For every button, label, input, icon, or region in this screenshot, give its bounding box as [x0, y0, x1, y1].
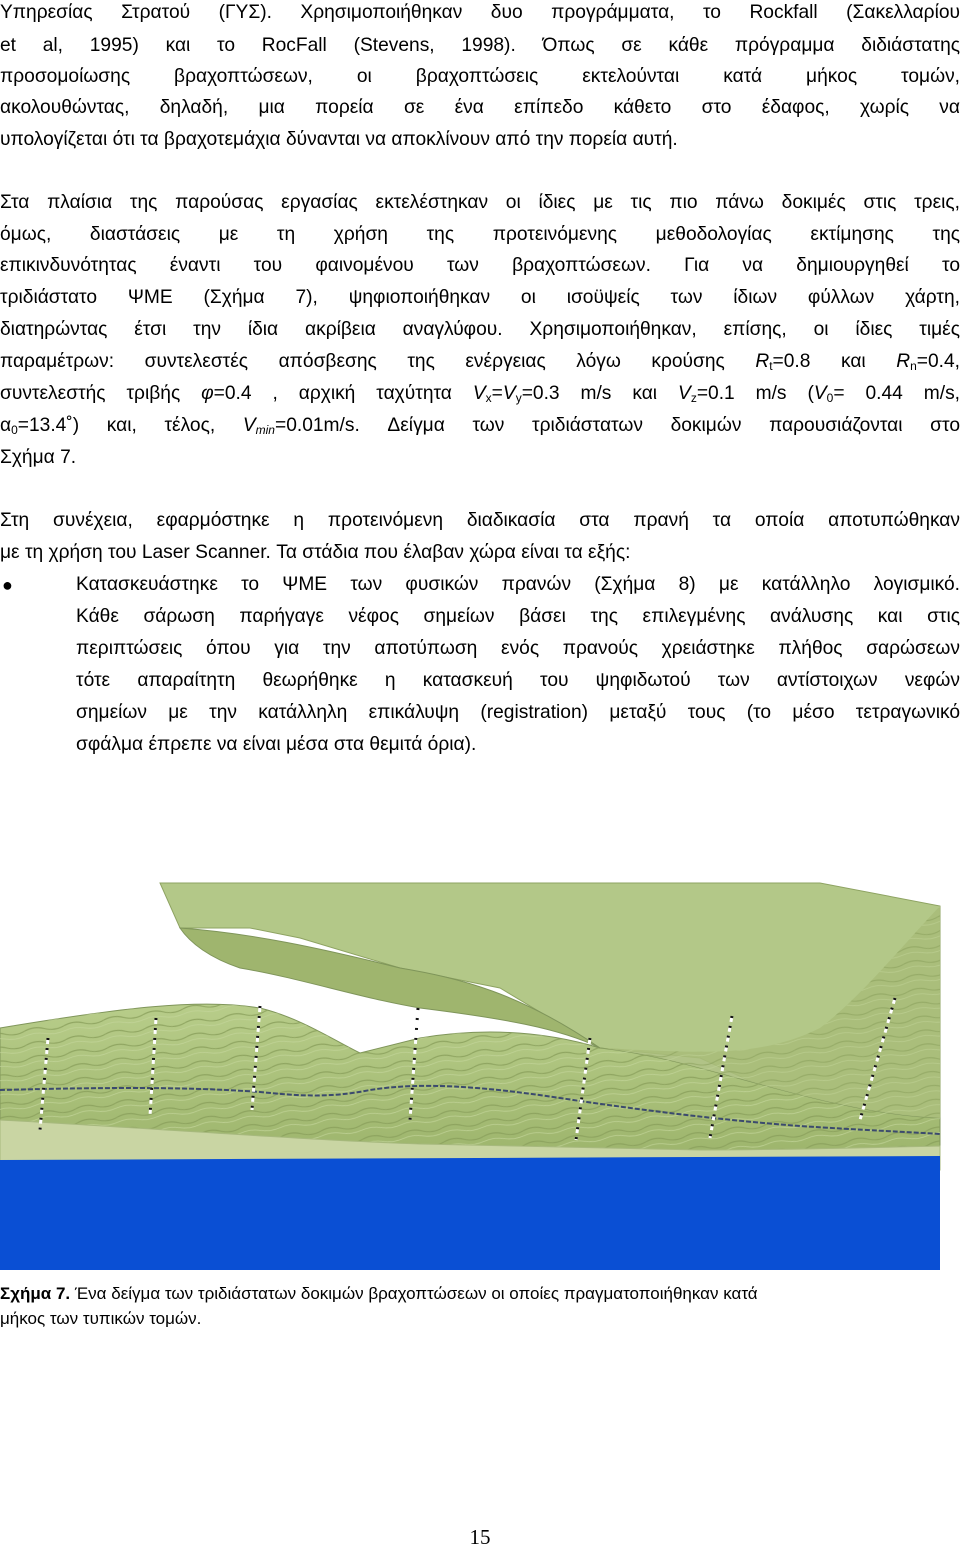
- text-line: τότε απαραίτητη θεωρήθηκε η κατασκευή του ψηφιδωτού των αντίστοιχων νεφών: [76, 670, 960, 691]
- text-line: με τη χρήση του Laser Scanner. Τα στάδια που έλαβαν χώρα είναι τα εξής:: [0, 542, 631, 563]
- text-line: επικινδυνότητας έναντι του φαινομένου των βραχοπτώσεων. Για να δημιουργηθεί το: [0, 255, 960, 276]
- text-line: διατηρώντας έτσι την ίδια ακρίβεια αναγλύφου. Χρησιμοποιήθηκαν, επίσης, οι ίδιες τιμές: [0, 319, 960, 340]
- figure-caption: Σχήμα 7. Ένα δείγμα των τριδιάστατων δοκιμών βραχοπτώσεων οι οποίες πραγματοποιήθηκαν κατά: [0, 1284, 758, 1303]
- text-line: ακολουθώντας, δηλαδή, μια πορεία σε ένα επίπεδο κάθετο στο έδαφος, χωρίς να: [0, 97, 960, 118]
- page-number: 15: [469, 1525, 491, 1549]
- text-line: σημείων με την κατάλληλη επικάλυψη (registration) μεταξύ τους (το μέσο τετραγωνικό: [76, 702, 960, 723]
- text-line: Στη συνέχεια, εφαρμόστηκε η προτεινόμενη διαδικασία στα πρανή τα οποία αποτυπώθηκαν: [0, 510, 960, 531]
- bullet-marker: ●: [2, 575, 13, 595]
- text-line: υπολογίζεται ότι τα βραχοτεμάχια δύνανται να αποκλίνουν από την πορεία αυτή.: [0, 129, 678, 150]
- terrain-3d-figure: [0, 858, 960, 1270]
- text-line: περιπτώσεις όπου για την αποτύπωση ενός πρανούς χρειάστηκε πλήθος σαρώσεων: [76, 638, 960, 659]
- text-line: τριδιάστατο ΨΜΕ (Σχήμα 7), ψηφιοποιήθηκαν οι ισοϋψείς των ίδιων φύλλων χάρτη,: [0, 287, 960, 308]
- text-line: Σχήμα 7.: [0, 447, 77, 468]
- text-line: Κατασκευάστηκε το ΨΜΕ των φυσικών πρανών (Σχήμα 8) με κατάλληλο λογισμικό.: [76, 574, 960, 595]
- text-line: παραμέτρων: συντελεστές απόσβεσης της ενέργειας λόγω κρούσης $R_t=0.8$ και $R_n=0.4$,: [0, 351, 960, 373]
- text-line: προσομοίωσης βραχοπτώσεων, οι βραχοπτώσεις εκτελούνται κατά μήκος τομών,: [0, 66, 960, 87]
- text-line: συντελεστής τριβής φ=0.4 , αρχική ταχύτητα $V_x=V_y=0.3$ m/s και $V_z=0.1$ m/s ($V_0= 0.44$ m/s,: [0, 383, 960, 405]
- text-line: σφάλμα έπρεπε να είναι μέσα στα θεμιτά όρια).: [76, 734, 477, 755]
- text-line: $\alpha_0=13.4˚$) και, τέλος, $V_{min}=0.01m/s$. Δείγμα των τριδιάστατων δοκιμών παρουσιάζονται στο: [0, 415, 960, 437]
- text-line: et al, 1995) και το RocFall (Stevens, 1998). Όπως σε κάθε πρόγραμμα διδιάστατης: [0, 35, 960, 56]
- caption-label: Σχήμα 7.: [0, 1284, 71, 1303]
- text-line: Υπηρεσίας Στρατού (ΓΥΣ). Χρησιμοποιήθηκαν δυο προγράμματα, το Rockfall (Σακελλαρίου: [0, 2, 960, 23]
- text-line: Στα πλαίσια της παρούσας εργασίας εκτελέστηκαν οι ίδιες με τις πιο πάνω δοκιμές στις τρεις,: [0, 192, 960, 213]
- text-line: όμως, διαστάσεις με τη χρήση της προτεινόμενης μεθοδολογίας εκτίμησης της: [0, 224, 960, 245]
- text-line: Κάθε σάρωση παρήγαγε νέφος σημείων βάσει της επιλεγμένης ανάλυσης και στις: [76, 606, 960, 627]
- figure-caption-line2: μήκος των τυπικών τομών.: [0, 1309, 202, 1328]
- sea: [0, 1156, 940, 1270]
